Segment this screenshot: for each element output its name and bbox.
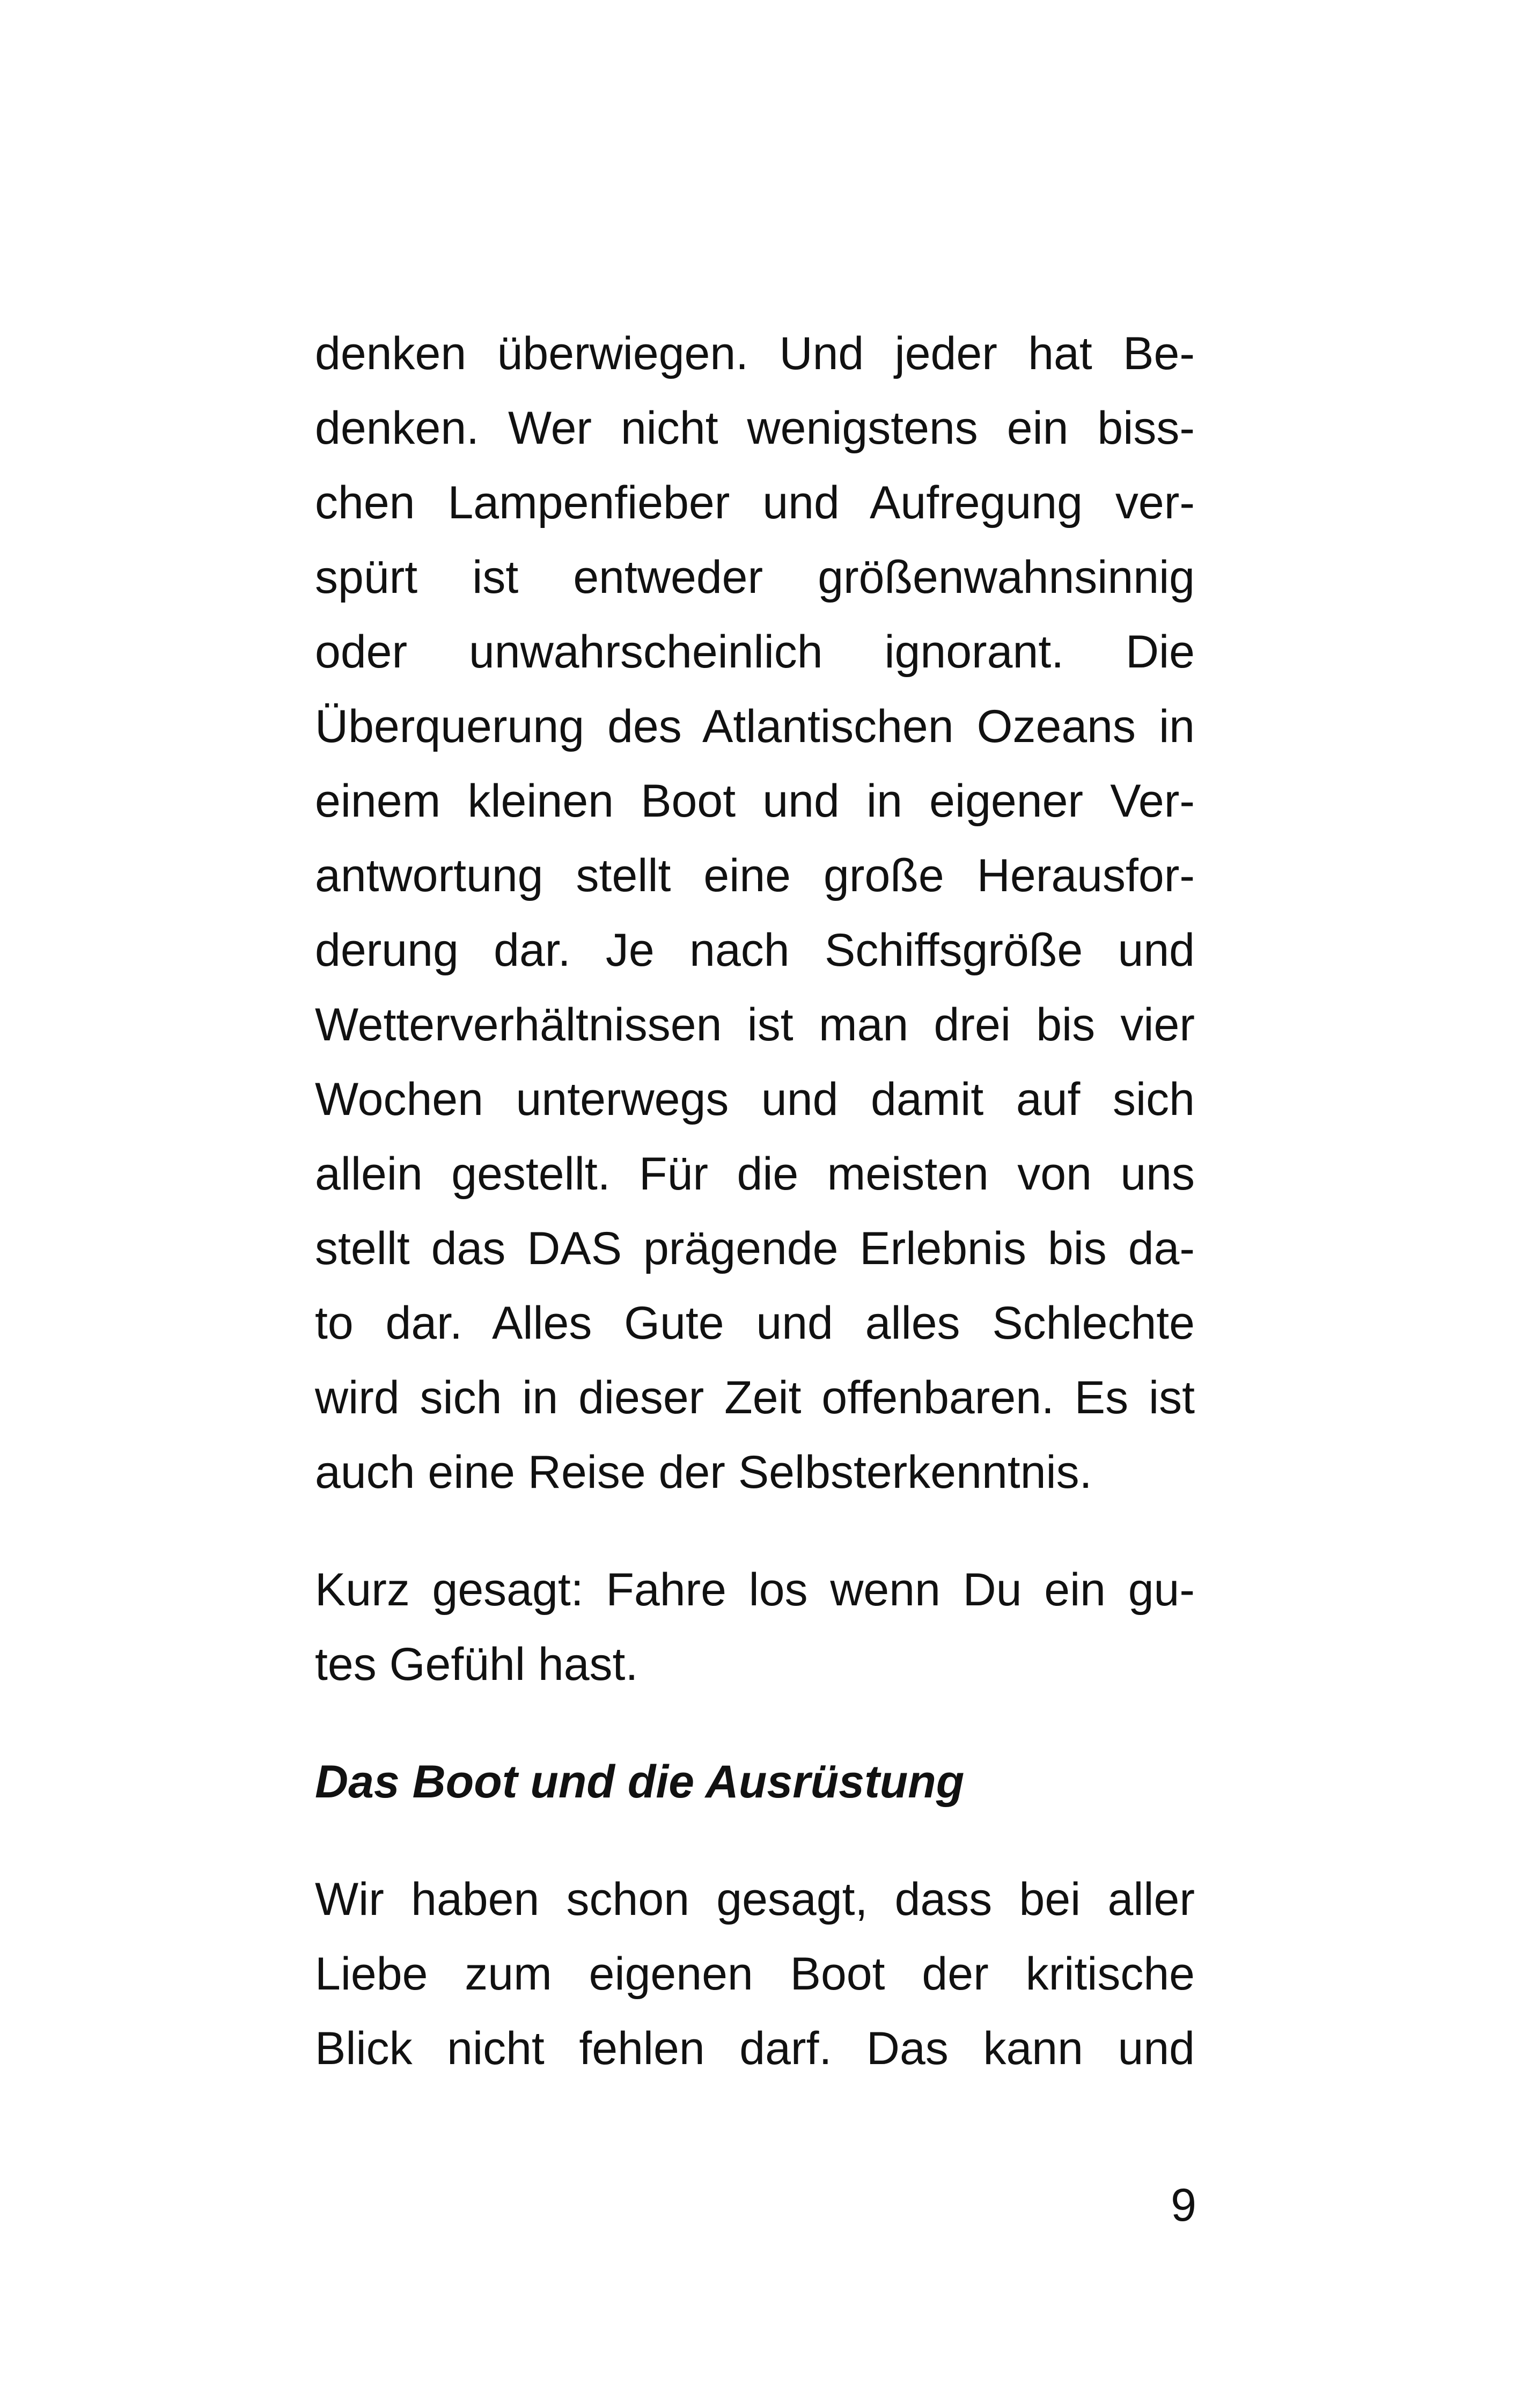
text-line: wird sich in dieser Zeit offenbaren. Es ist — [315, 1372, 1195, 1423]
text-line: einem kleinen Boot und in eigener Ver- — [315, 775, 1195, 827]
paragraph-1 — [315, 317, 1195, 1510]
text-line: Kurz gesagt: Fahre los wenn Du ein gu- — [315, 1564, 1195, 1616]
text-line: stellt das DAS prägende Erlebnis bis da- — [315, 1223, 1195, 1274]
text-line: auch eine Reise der Selbsterkenntnis. — [315, 1447, 1092, 1498]
page-number: 9 — [1171, 2179, 1196, 2231]
text-line: denken. Wer nicht wenigstens ein biss- — [315, 402, 1195, 454]
text-line: spürt ist entweder größenwahnsinnig — [315, 552, 1195, 603]
text-line: Überquerung des Atlantischen Ozeans in — [315, 701, 1195, 752]
section-heading: Das Boot und die Ausrüstung — [315, 1756, 965, 1808]
text-line: antwortung stellt eine große Herausfor- — [315, 850, 1195, 901]
text-line: chen Lampenfieber und Aufregung ver- — [315, 477, 1195, 528]
text-line: to dar. Alles Gute und alles Schlechte — [315, 1297, 1195, 1349]
text-line: Blick nicht fehlen darf. Das kann und — [315, 2023, 1195, 2074]
text-line: derung dar. Je nach Schiffsgröße und — [315, 924, 1195, 976]
text-line: Wetterverhältnissen ist man drei bis vier — [315, 999, 1195, 1051]
paragraph-2 — [315, 1553, 1195, 1702]
text-line: Wochen unterwegs und damit auf sich — [315, 1074, 1195, 1125]
text-line: allein gestellt. Für die meisten von uns — [315, 1148, 1195, 1200]
text-line: denken überwiegen. Und jeder hat Be- — [315, 328, 1195, 379]
paragraph-3 — [315, 1862, 1195, 2086]
text-line: Wir haben schon gesagt, dass bei aller — [315, 1874, 1195, 1925]
text-line: Liebe zum eigenen Boot der kritische — [315, 1948, 1195, 2000]
text-column — [315, 317, 1195, 2086]
text-line: oder unwahrscheinlich ignorant. Die — [315, 626, 1195, 678]
text-line: tes Gefühl hast. — [315, 1639, 638, 1690]
